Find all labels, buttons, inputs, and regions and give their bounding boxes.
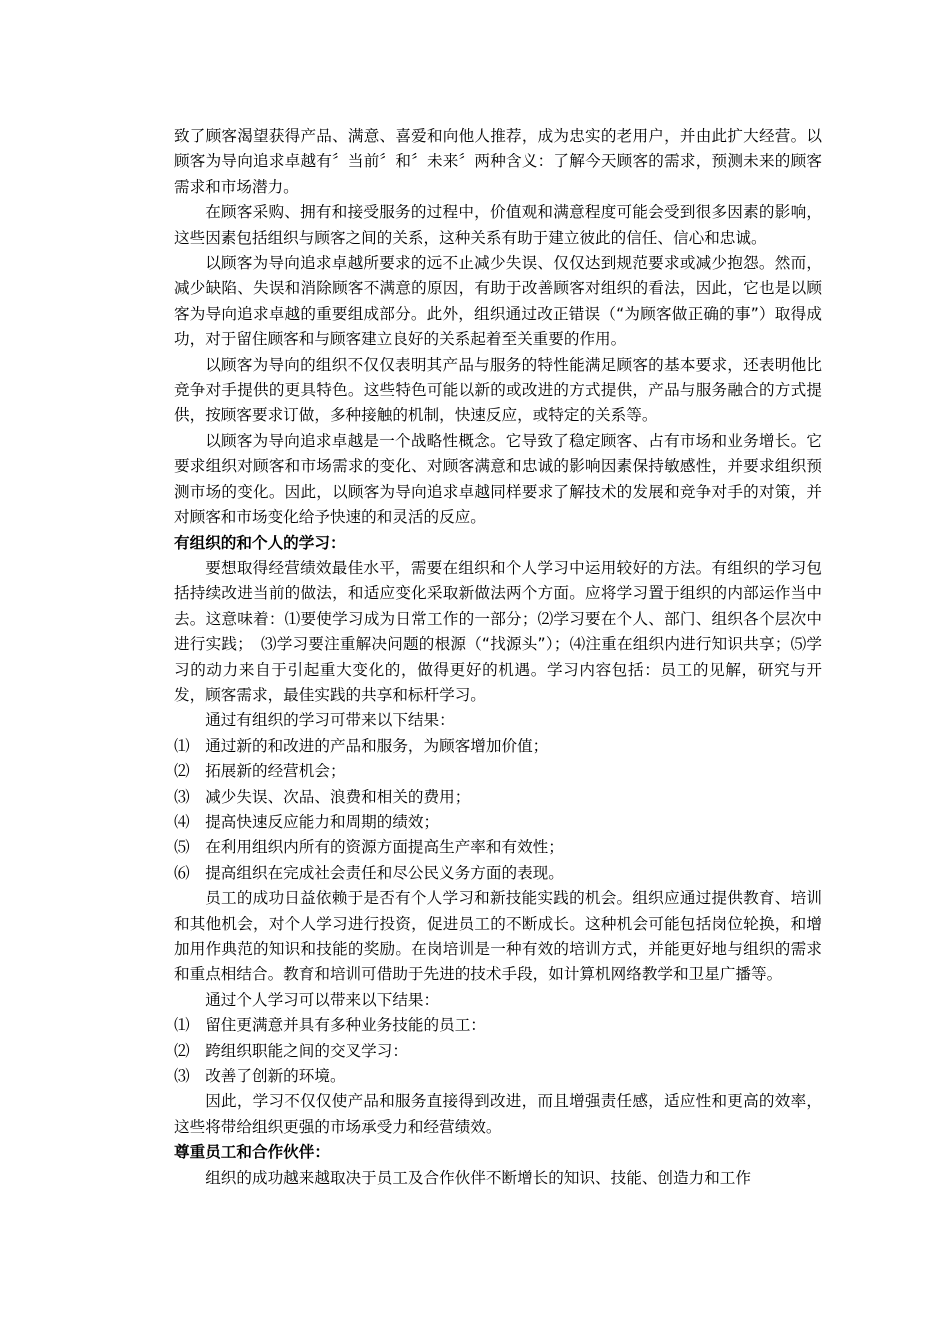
body-paragraph: 因此，学习不仅仅使产品和服务直接得到改进，而且增强责任感，适应性和更高的效率，这些将带给组织更强的市场承受力和经营绩效。 <box>174 1092 822 1136</box>
list-item: ⑸ 在利用组织内所有的资源方面提高生产率和有效性； <box>174 838 564 857</box>
section-heading: 尊重员工和合作伙伴： <box>174 1143 330 1162</box>
list-item: ⑴ 留住更满意并具有多种业务技能的员工： <box>174 1016 486 1035</box>
list-item: ⑶ 减少失误、次品、浪费和相关的费用； <box>174 787 471 806</box>
body-paragraph: 在顾客采购、拥有和接受服务的过程中，价值观和满意程度可能会受到很多因素的影响，这些因素包括组织与顾客之间的关系，这种关系有助于建立彼此的信任、信心和忠诚。 <box>174 203 822 247</box>
list-item: ⑵ 跨组织职能之间的交叉学习： <box>174 1041 408 1060</box>
section-heading: 有组织的和个人的学习： <box>174 533 346 552</box>
list-item: ⑹ 提高组织在完成社会责任和尽公民义务方面的表现。 <box>174 863 564 882</box>
body-paragraph: 以顾客为导向追求卓越是一个战略性概念。它导致了稳定顾客、占有市场和业务增长。它要求组织对顾客和市场需求的变化、对顾客满意和忠诚的影响因素保持敏感性，并要求组织预测市场的变化。因此，以顾客为导向追求卓越同样要求了解技术的发展和竞争对手的对策，并对顾客和市场变化给予快速的和灵活的反应。 <box>174 431 822 527</box>
list-item: ⑷ 提高快速反应能力和周期的绩效； <box>174 812 440 831</box>
body-paragraph: 以顾客为导向的组织不仅仅表明其产品与服务的特性能满足顾客的基本要求，还表明他比竞争对手提供的更具特色。这些特色可能以新的或改进的方式提供，产品与服务融合的方式提供，按顾客要求订做，多种接触的机制，快速反应，或特定的关系等。 <box>174 355 822 425</box>
list-item: ⑵ 拓展新的经营机会； <box>174 762 346 781</box>
body-paragraph: 通过有组织的学习可带来以下结果： <box>205 711 455 730</box>
document-body <box>174 124 822 1191</box>
list-item: ⑴ 通过新的和改进的产品和服务，为顾客增加价值； <box>174 736 549 755</box>
body-paragraph: 员工的成功日益依赖于是否有个人学习和新技能实践的机会。组织应通过提供教育、培训和其他机会，对个人学习进行投资，促进员工的不断成长。这种机会可能包括岗位轮换，和增加用作典范的知识和技能的奖励。在岗培训是一种有效的培训方式，并能更好地与组织的需求和重点相结合。教育和培训可借助于先进的技术手段，如计算机网络教学和卫星广播等。 <box>174 889 822 984</box>
body-paragraph: 以顾客为导向追求卓越所要求的远不止减少失误、仅仅达到规范要求或减少抱怨。然而，减少缺陷、失误和消除顾客不满意的原因，有助于改善顾客对组织的看法，因此，它也是以顾客为导向追求卓越的重要组成部分。此外，组织通过改正错误（“为顾客做正确的事”）取得成功，对于留住顾客和与顾客建立良好的关系起着至关重要的作用。 <box>174 254 822 349</box>
list-item: ⑶ 改善了创新的环境。 <box>174 1067 346 1086</box>
body-paragraph: 致了顾客渴望获得产品、满意、喜爱和向他人推荐，成为忠实的老用户，并由此扩大经营。以顾客为导向追求卓越有〞当前〞和〞未来〞两种含义：了解今天顾客的需求，预测未来的顾客需求和市场潜力。 <box>174 127 822 196</box>
body-paragraph: 通过个人学习可以带来以下结果： <box>205 990 440 1009</box>
body-paragraph: 组织的成功越来越取决于员工及合作伙伴不断增长的知识、技能、创造力和工作 <box>205 1168 751 1187</box>
body-paragraph: 要想取得经营绩效最佳水平，需要在组织和个人学习中运用较好的方法。有组织的学习包括持续改进当前的做法，和适应变化采取新做法两个方面。应将学习置于组织的内部运作当中去。这意味着：⑴要使学习成为日常工作的一部分；⑵学习要在个人、部门、组织各个层次中进行实践； ⑶学习要注重解决问题的根源（“找源头”）；⑷注重在组织内进行知识共享；⑸学习的动力来自于引起重大变化的，做得更好的机遇。学习内容包括：员工的见解，研究与开发，顾客需求，最佳实践的共享和标杆学习。 <box>174 558 822 704</box>
